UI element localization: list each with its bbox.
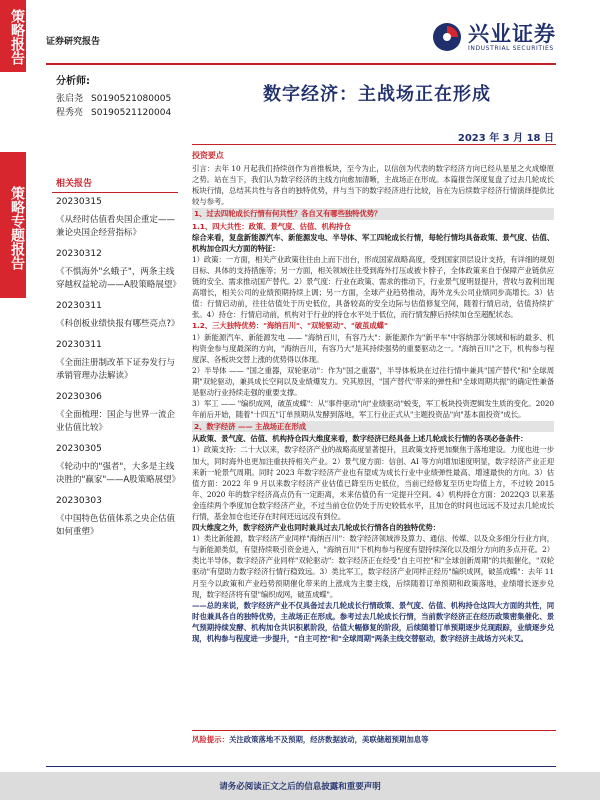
footer-rule bbox=[46, 766, 556, 767]
analyst-name: 张启尧 bbox=[56, 94, 84, 104]
company-logo bbox=[432, 22, 556, 52]
analyst-name: 程秀亮 bbox=[56, 108, 84, 118]
related-report-item[interactable] bbox=[56, 495, 182, 539]
risk-text: 关注政策落地不及预期，经济数据波动，美联储超预期加息等 bbox=[228, 735, 429, 744]
report-date: 20230315 bbox=[56, 197, 102, 207]
report-title-link[interactable]: 《全面注册制改革下证券发行与承销管理办法解读》 bbox=[56, 358, 176, 381]
footer-disclaimer: 请务必阅读正文之后的信息披露和重要声明 bbox=[219, 782, 381, 792]
report-title-link[interactable]: 《从经时估值看央国企重定——兼论央国企经营指标》 bbox=[56, 215, 176, 238]
title-rule bbox=[192, 144, 556, 145]
report-title-link[interactable]: 《中国特色估值体系之央企估值如何重塑》 bbox=[56, 514, 176, 537]
header-label: 证券研究报告 bbox=[46, 37, 101, 47]
intro-paragraph: 引言：去年 10 月起我们持续创作为首推板块，至今为止，以信创为代表的数字经济方向已经从星星之火成燎原之势。站在当下，我们认为数字经济的主线方向愈加清晰，主战场正在形成。本篇报告深度复盘了过去几轮成长板块行情，总结其共性与各自的独特优势，并与当下的数字经济进行比较，旨在为后续数字经济行情演绎提供比较与参考。 bbox=[192, 164, 554, 207]
logo-en-text: INDUSTRIAL SECURITIES bbox=[468, 44, 554, 52]
report-date: 20230312 bbox=[56, 249, 102, 259]
report-date: 20230306 bbox=[56, 392, 102, 402]
report-date: 20230305 bbox=[56, 444, 102, 454]
report-title-link[interactable]: 《全面梳理：国企与世界一流企业估值比较》 bbox=[56, 410, 176, 433]
conclusion-paragraph: ——总的来说，数字经济产业不仅具备过去几轮成长行情政策、景气度、估值、机构持仓这四大方面的共性，同时也兼具各自的独特优势，主战场正在形成。参考过去几轮成长行情，当前数字经济正在经历政策密集催化、景气预期持续发酵、机构加仓共识积累阶段，估值大幅修复的阶段，后续随着订单预期逐步兑现跟踪，业绩逐步兑现，机构参与程度进一步提升，"自主可控"和"全球周期"两条主线交替驱动，数字经济主战场方兴未艾。 bbox=[192, 600, 554, 644]
related-report-item[interactable] bbox=[56, 196, 182, 240]
analyst-id: S0190521120004 bbox=[91, 108, 172, 118]
report-date: 20230311 bbox=[56, 301, 102, 311]
section-lead: 从政策、景气度、估值、机构持仓四大维度来看，数字经济已经具备上述几轮成长行情的各项必备条件： bbox=[192, 434, 528, 444]
risk-label: 风险提示： bbox=[192, 735, 229, 744]
analyst-id: S0190521080005 bbox=[91, 94, 172, 104]
summary-label: 投资要点 bbox=[192, 151, 224, 160]
header-rule bbox=[46, 63, 556, 65]
report-title-link[interactable]: 《科创板业绩快报有哪些亮点?》 bbox=[56, 319, 180, 329]
section-heading: 2、数字经济 —— 主战场正在形成 bbox=[192, 421, 554, 432]
related-report-item[interactable] bbox=[56, 248, 182, 292]
related-report-item[interactable] bbox=[56, 443, 182, 487]
related-report-item[interactable] bbox=[56, 391, 182, 435]
logo-mark-icon bbox=[432, 22, 462, 52]
subsection-heading: 1.2、三大独特优势："海纳百川"、"双轮驱动"、"破茧成蝶" bbox=[192, 321, 388, 331]
subsection-heading: 1.1、四大共性：政策、景气度、估值、机构持仓 bbox=[192, 221, 351, 231]
report-type-tab: 策略报告 bbox=[0, 0, 26, 72]
related-report-item[interactable] bbox=[56, 300, 182, 331]
subsection-lead: 综合来看，复盘新能源汽车、新能源发电、半导体、军工四轮成长行情，每轮行情均具备政策、景气度、估值、机构加仓四大方面的特征： bbox=[192, 232, 554, 253]
body-paragraph: 1）政策：一方面，相关产业政策往往由上而下出台，形成国家战略高度，受到国家顶层设计支持，有详细的规划目标、具体的支持措施等；另一方面，相关领域往往受到海外打压或被卡脖子，全体政策来自于保障产业链供应链的安全、需求推动国产替代。2）景气度：行业在政策、需求的推动下，行业景气度明显提升，营收与盈利出现高增长，相关公司的业绩预期持续上调；另一方面，全球产业趋势推动，海外龙头公司业绩同步高增长。3）估值：行情启动前，往往估值处于历史低位，具备较高的安全边际与估值修复空间，随着行情启动，估值持续扩张。4）持仓：行情启动前，机构对于行业的持仓水平处于低位，而行情发酵后持续加仓至超配状态。 bbox=[192, 254, 554, 320]
analyst-title: 分析师: bbox=[56, 76, 90, 87]
section-lead: 四大维度之外，数字经济产业也同时兼具过去几轮成长行情各自的独特优势： bbox=[192, 523, 440, 533]
report-date: 20230311 bbox=[56, 340, 102, 350]
body-paragraph: 2）半导体 —— "国之重器，双轮驱动"：作为"国之重器"，半导体板块在过往行情中兼具"国产替代"和"全球周期"双轮驱动，兼具成长空间以及业绩爆发力。究其原因，"国产替代"带来的弹性和"全球周期共振"的确定性兼备是驱动行业持续走强的重要支撑。 bbox=[192, 365, 554, 397]
report-title: 数字经济：主战场正在形成 bbox=[263, 84, 491, 105]
section-heading: 1、过去四轮成长行情有何共性？各自又有哪些独特优势？ bbox=[192, 208, 554, 219]
related-report-item[interactable] bbox=[56, 339, 182, 383]
risk-rule bbox=[192, 730, 556, 731]
analyst-row bbox=[56, 92, 178, 106]
analyst-row bbox=[56, 106, 178, 120]
report-title-link[interactable]: 《不惧海外"幺蛾子"，两条主线穿越权益轮动——A股策略展望》 bbox=[56, 267, 181, 290]
body-paragraph: 3）军工 —— "编织成网，破茧成蝶"：从"事件驱动"向"业绩驱动"蜕变，军工板块投资逻辑发生质的变化。2020 年前后开始，随着"十四五"订单预期从发酵到落地，军工行业正式从"主题投资品"向"基本面投资"成长。 bbox=[192, 399, 554, 420]
logo-cn-text: 兴业证券 bbox=[468, 21, 556, 46]
body-paragraph: 1）类比新能源，数字经济产业同样"海纳百川"：数字经济领域涉及算力、通信、传媒、以及众多细分行业方向，与新能源类似，有望持续吸引资金进入，"海纳百川"下机构参与程度有望持续深化以及细分方向的多点开花。2）类比半导体，数字经济产业同样"双轮驱动"：数字经济正在经受"自主可控"和"全球创新周期"的共振催化，"双轮驱动"有望助力数字经济行情行稳致远。3）类比军工，数字经济产业同样正经历"编织成网，破茧成蝶"：去年 11 月至今以政策和产业趋势预期催化带来的上涨成为主要主线，后续随着订单预期和政策落地，业绩增长逐步兑现，数字经济将有望"编织成网，破茧成蝶"。 bbox=[192, 534, 554, 599]
related-reports-heading: 相关报告 bbox=[52, 176, 178, 193]
analyst-panel bbox=[56, 72, 178, 120]
report-body bbox=[192, 150, 554, 644]
body-paragraph: 1）政策支持：二十大以来，数字经济产业的战略高度显著提升，且政策支持更加聚焦于落地建设。力度也进一步加大，同时海外也更加注重扶持相关产业。2）景气度方面：信创、AI 等方向增加速度明显，数字经济产业正迎来新一轮景气周期。同时 2023 年数字经济产业也有望成为成长行业中业绩弹性最高、增速最快的方向。3）估值方面：2022 年 9 月以来数字经济产业估值已降至历史低位，当前已经修复至历史均值上方，不过较 2015 年、2020 年的数字经济高点仍有一定距离，未来估值仍有一定提升空间。4）机构持仓方面：2022Q3 以来基金连续两个季度加仓数字经济产业，不过当前仓位仍处于历史较低水平，且加仓的时间也远远不及过去几轮成长行情，基金加仓也还存在时间还远远没有到位。 bbox=[192, 445, 554, 521]
related-reports-list bbox=[56, 196, 182, 547]
report-date: 20230303 bbox=[56, 496, 102, 506]
risk-warning bbox=[192, 734, 554, 745]
body-paragraph: 1）新能源汽车、新能源发电 —— "海纳百川，有容乃大"：新能源作为"新平车"中容纳部分领域和标的最多、机构资金参与度最深的方向，"海纳百川，有容乃大"是其持续强势的重要驱动之一。"海纳百川"之下，机构参与程度深、各板块交替上涨的优势得以体现。 bbox=[192, 332, 554, 364]
report-category-tab: 策略专题报告 bbox=[0, 152, 26, 298]
report-title-link[interactable]: 《轮动中的"强者"，大多是主线决胜的"赢家"——A股策略展望》 bbox=[56, 462, 181, 485]
report-date-main: 2023 年 3 月 18 日 bbox=[457, 133, 554, 144]
